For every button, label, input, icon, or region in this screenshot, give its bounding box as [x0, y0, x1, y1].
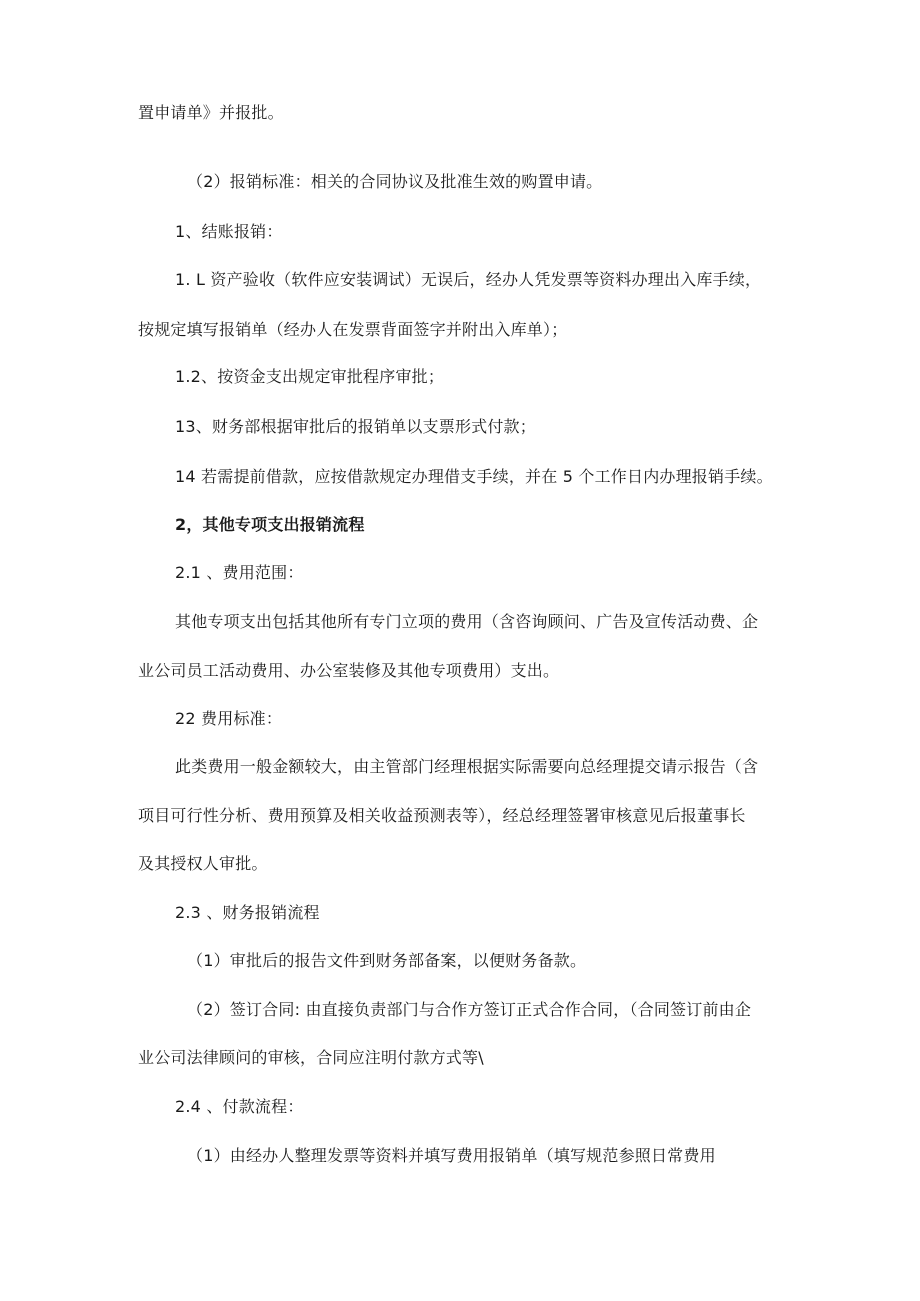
- paragraph-line: 业公司员工活动费用、办公室装修及其他专项费用）支出。: [138, 661, 560, 680]
- paragraph-line: （1）由经办人整理发票等资料并填写费用报销单（填写规范参照日常费用: [187, 1146, 716, 1165]
- paragraph-line: 此类费用一般金额较大，由主管部门经理根据实际需要向总经理提交请示报告（含: [175, 757, 759, 776]
- paragraph-line: 业公司法律顾问的审核，合同应注明付款方式等\: [138, 1048, 484, 1067]
- paragraph-line: 置申请单》并报批。: [138, 103, 284, 122]
- paragraph-line: 13、财务部根据审批后的报销单以支票形式付款；: [175, 417, 536, 436]
- paragraph-line: 1. L 资产验收（软件应安装调试）无误后，经办人凭发票等资料办理出入库手续，: [175, 270, 762, 289]
- paragraph-line: 按规定填写报销单（经办人在发票背面签字并附出入库单）；: [138, 320, 568, 339]
- paragraph-line: 14 若需提前借款，应按借款规定办理借支手续，并在 5 个工作日内办理报销手续。: [175, 467, 773, 486]
- paragraph-line: 及其授权人审批。: [138, 854, 268, 873]
- paragraph-line: 1.2、按资金支出规定审批程序审批；: [175, 367, 445, 386]
- paragraph-line: （2）报销标准：相关的合同协议及批准生效的购置申请。: [187, 172, 603, 191]
- subsection-heading: 22 费用标准：: [175, 709, 283, 728]
- section-heading: 1、结账报销：: [175, 222, 283, 241]
- subsection-heading: 2.1 、费用范围：: [175, 563, 304, 582]
- paragraph-line: （2）签订合同: 由直接负责部门与合作方签订正式合作合同，（合同签订前由企: [187, 1000, 752, 1019]
- paragraph-line: （1）审批后的报告文件到财务部备案，以便财务备款。: [187, 951, 587, 970]
- subsection-heading: 2.4 、付款流程：: [175, 1097, 304, 1116]
- subsection-heading: 2.3 、财务报销流程: [175, 903, 320, 922]
- section-heading: 2，其他专项支出报销流程: [175, 515, 365, 534]
- paragraph-line: 其他专项支出包括其他所有专门立项的费用（含咨询顾问、广告及宣传活动费、企: [175, 612, 759, 631]
- paragraph-line: 项目可行性分析、费用预算及相关收益预测表等），经总经理签署审核意见后报董事长: [138, 806, 746, 825]
